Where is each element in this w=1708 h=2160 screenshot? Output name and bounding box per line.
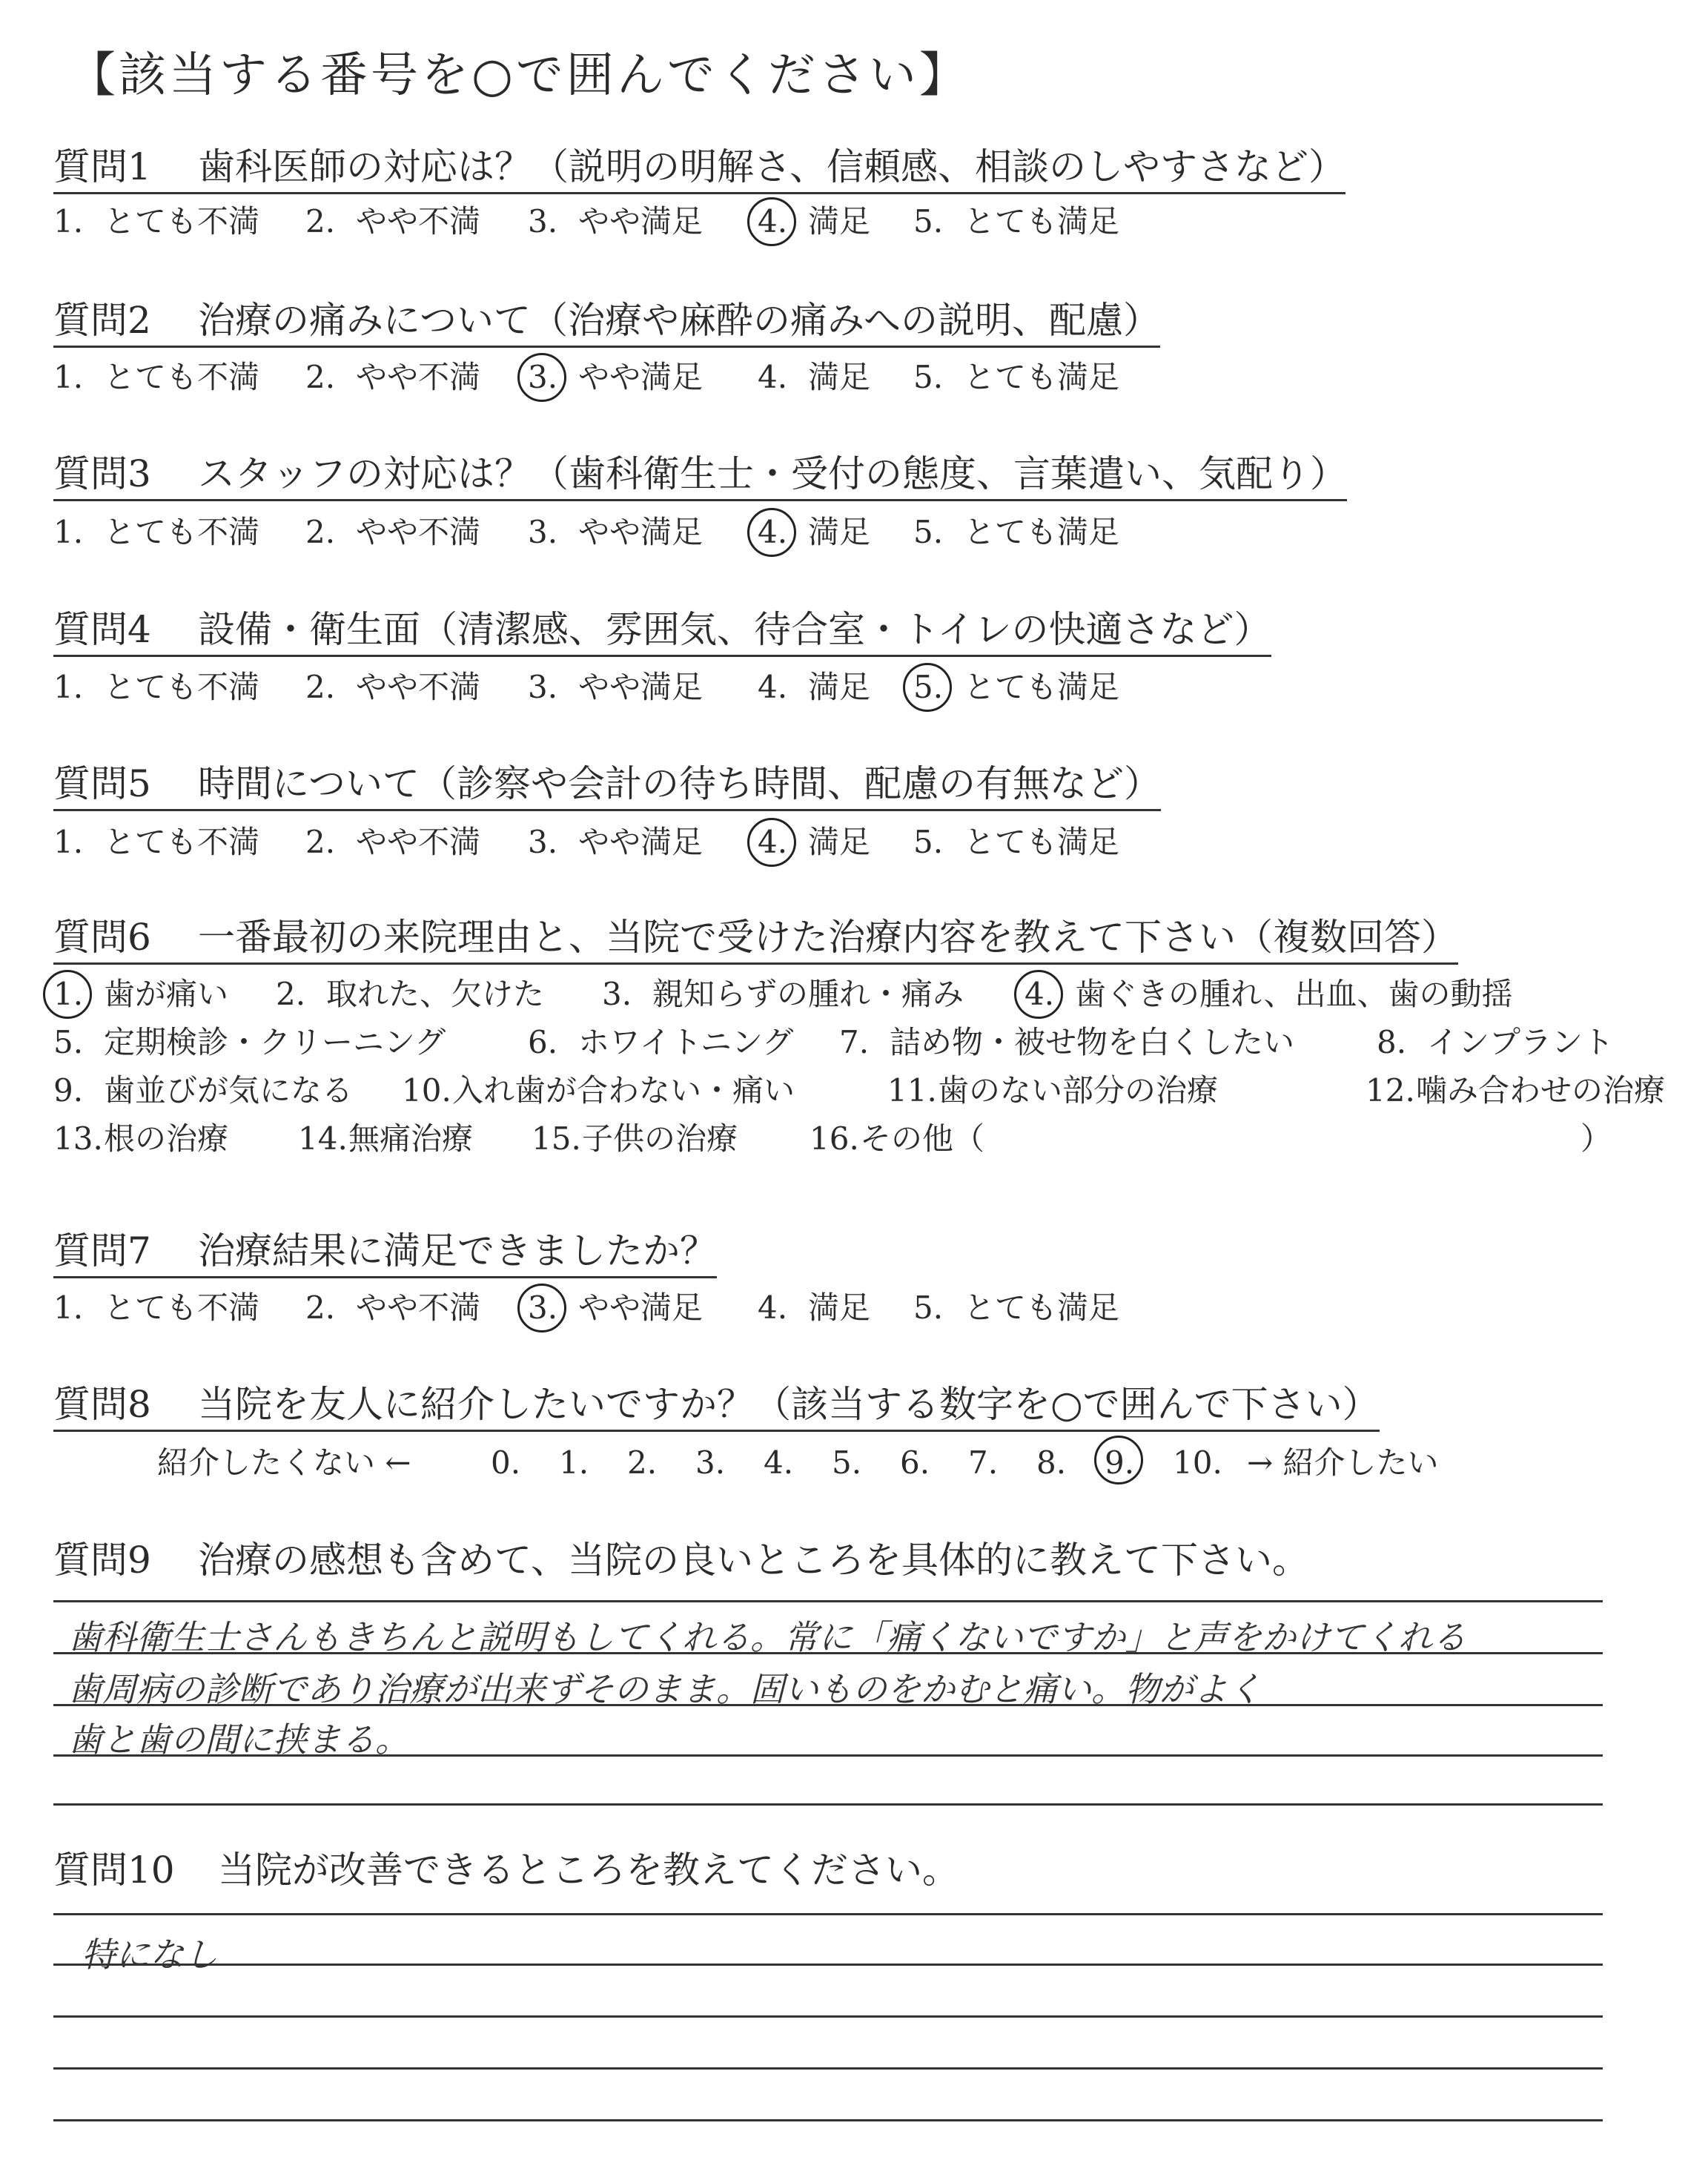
scale-number: 4.: [764, 1444, 794, 1481]
option-3[interactable]: [528, 359, 704, 395]
question-text: 当院を友人に紹介したいですか？（該当する数字を○で囲んで下さい）: [198, 1383, 1380, 1426]
scale-number: 2.: [627, 1444, 658, 1481]
option-3[interactable]: [528, 203, 704, 240]
option-3[interactable]: [528, 1289, 704, 1326]
question-text: 時間について（診察や会計の待ち時間、配慮の有無など）: [198, 762, 1161, 805]
option-number: 3.: [528, 203, 558, 240]
option-9[interactable]: [53, 1072, 354, 1109]
option-2[interactable]: [305, 1289, 481, 1326]
scale-1[interactable]: [559, 1444, 589, 1481]
option-number: 1.: [53, 1289, 84, 1326]
option-number: 1.: [53, 979, 104, 1010]
option-number: 4.: [758, 206, 808, 237]
option-3[interactable]: [528, 824, 704, 860]
option-label: 入れ歯が合わない・痛い: [452, 1072, 795, 1109]
scale-0[interactable]: [491, 1444, 521, 1481]
option-3[interactable]: [528, 514, 704, 550]
question-text: 治療結果に満足できましたか？: [198, 1229, 717, 1272]
option-number: 1.: [53, 203, 84, 240]
scale-3[interactable]: [695, 1444, 726, 1481]
option-1[interactable]: [53, 824, 260, 860]
q10-answer-line-1[interactable]: 特になし: [82, 1935, 218, 1975]
question-text: スタッフの対応は？（歯科衛生士・受付の態度、言葉遣い、気配り）: [198, 452, 1347, 495]
option-label: 歯が痛い: [104, 976, 229, 1012]
option-8[interactable]: [1377, 1024, 1615, 1060]
question-7: [53, 1231, 717, 1278]
q9-answer-line-1[interactable]: 歯科衛生士さんもきちんと説明もしてくれる。常に「痛くないですか」と声をかけてくれる: [68, 1617, 1466, 1657]
option-number: 3.: [528, 514, 558, 550]
option-number: 4.: [1025, 979, 1075, 1010]
option-label: とても不満: [104, 203, 260, 240]
option-4[interactable]: [758, 359, 871, 395]
option-number: 4.: [758, 669, 788, 705]
question-5: [53, 764, 1161, 811]
answer-line: [53, 1754, 1603, 1757]
option-10[interactable]: [402, 1072, 795, 1109]
option-13[interactable]: [53, 1120, 229, 1157]
option-number: 7.: [839, 1024, 870, 1060]
option-label: やや不満: [356, 669, 481, 705]
question-8: [53, 1384, 1380, 1432]
answer-line: [53, 1704, 1603, 1706]
option-label: 親知らずの腫れ・痛み: [652, 976, 964, 1012]
scale-number: 8.: [1036, 1444, 1067, 1481]
question-number: 質問6: [53, 916, 151, 959]
option-label: とても不満: [104, 669, 260, 705]
question-9: [53, 1540, 1309, 1585]
selection-circle: [747, 818, 796, 867]
scale-9[interactable]: [1105, 1444, 1135, 1481]
option-1[interactable]: [53, 203, 260, 240]
option-label: 取れた、欠けた: [326, 976, 545, 1012]
answer-line: [53, 1964, 1603, 1966]
option-label: やや不満: [356, 514, 481, 550]
answer-line: [53, 2067, 1603, 2070]
question-number: 質問9: [53, 1539, 151, 1582]
option-15[interactable]: [532, 1120, 738, 1157]
option-label: やや不満: [356, 203, 481, 240]
option-4[interactable]: [758, 514, 871, 550]
question-10: [53, 1850, 959, 1895]
selection-circle: [747, 508, 796, 557]
question-text: 当院が改善できるところを教えてください。: [218, 1849, 959, 1892]
scale-6[interactable]: [900, 1444, 930, 1481]
option-number: 5.: [913, 514, 944, 550]
question-number: 質問4: [53, 608, 151, 651]
selection-circle: [1094, 1436, 1143, 1484]
option-label: やや満足: [578, 359, 704, 395]
option-label: とても不満: [104, 824, 260, 860]
question-text: 治療の感想も含めて、当院の良いところを具体的に教えて下さい。: [198, 1539, 1309, 1582]
option-number: 3.: [602, 976, 632, 1012]
scale-number: 9.: [1105, 1444, 1134, 1481]
option-number: 2.: [305, 359, 336, 395]
option-5[interactable]: [913, 824, 1120, 860]
option-label: やや満足: [578, 1289, 704, 1326]
option-number: 12.: [1366, 1072, 1415, 1109]
option-2[interactable]: [305, 514, 481, 550]
scale-number: 5.: [832, 1444, 862, 1481]
page-title: 【該当する番号を○で囲んでください】: [68, 48, 970, 103]
option-5[interactable]: [913, 359, 1120, 395]
question-text: 一番最初の来院理由と、当院で受けた治療内容を教えて下さい（複数回答）: [198, 916, 1458, 959]
option-number: 1.: [53, 669, 84, 705]
option-number: 2.: [305, 514, 336, 550]
option-label: 定期検診・クリーニング: [104, 1024, 446, 1060]
option-label: 歯並びが気になる: [104, 1072, 354, 1109]
option-label: やや不満: [356, 359, 481, 395]
option-number: 15.: [532, 1120, 581, 1157]
option-4[interactable]: [758, 203, 871, 240]
option-label: とても不満: [104, 359, 260, 395]
option-number: 2.: [305, 203, 336, 240]
option-7[interactable]: [839, 1024, 1295, 1060]
option-4[interactable]: [1025, 976, 1513, 1012]
option-3[interactable]: [602, 976, 964, 1012]
option-number: 1.: [53, 359, 84, 395]
option-number: 4.: [758, 827, 808, 858]
option-number: 5.: [913, 824, 944, 860]
scale-7[interactable]: [968, 1444, 999, 1481]
option-label: 根の治療: [104, 1120, 229, 1157]
option-number: 14.: [298, 1120, 348, 1157]
question-number: 質問2: [53, 299, 151, 342]
option-label: 噛み合わせの治療: [1416, 1072, 1666, 1109]
option-number: 3.: [528, 362, 578, 393]
question-number: 質問1: [53, 145, 151, 188]
option-label: とても満足: [964, 514, 1120, 550]
question-3: [53, 454, 1347, 501]
option-4[interactable]: [758, 669, 871, 705]
option-5[interactable]: [913, 669, 1120, 705]
option-2[interactable]: [305, 203, 481, 240]
option-number: 6.: [528, 1024, 558, 1060]
option-4[interactable]: [758, 1289, 871, 1326]
answer-line: [53, 2119, 1603, 2121]
option-number: 10.: [402, 1072, 451, 1109]
option-number: 5.: [913, 672, 964, 703]
option-label: やや満足: [578, 203, 704, 240]
q9-answer-line-2[interactable]: 歯周病の診断であり治療が出来ずそのまま。固いものをかむと痛い。物がよく: [68, 1669, 1262, 1709]
question-4: [53, 610, 1271, 657]
option-label: 歯のない部分の治療: [938, 1072, 1219, 1109]
option-label: やや不満: [356, 1289, 481, 1326]
option-label: とても満足: [964, 1289, 1120, 1326]
option-label: とても満足: [964, 824, 1120, 860]
answer-line: [53, 1600, 1603, 1602]
option-label: 満足: [808, 824, 871, 860]
option-label: とても満足: [964, 669, 1120, 705]
question-number: 質問3: [53, 452, 151, 495]
scale-number: 7.: [968, 1444, 999, 1481]
option-label: 満足: [808, 203, 871, 240]
option-label: 満足: [808, 359, 871, 395]
selection-circle: [517, 1284, 566, 1332]
question-2: [53, 300, 1160, 348]
option-3[interactable]: [528, 669, 704, 705]
option-number: 13.: [53, 1120, 103, 1157]
option-12[interactable]: [1366, 1072, 1666, 1109]
scale-8[interactable]: [1036, 1444, 1067, 1481]
scale-left-label: 紹介したくない ←: [157, 1444, 411, 1481]
question-number: 質問7: [53, 1229, 151, 1272]
question-text: 設備・衛生面（清潔感、雰囲気、待合室・トイレの快適さなど）: [198, 608, 1271, 651]
option-number: 2.: [305, 1289, 336, 1326]
option-14[interactable]: [298, 1120, 474, 1157]
scale-10[interactable]: [1173, 1444, 1222, 1481]
option-5[interactable]: [913, 203, 1120, 240]
option-number: 2.: [305, 669, 336, 705]
option-2[interactable]: [305, 824, 481, 860]
option-label: 歯ぐきの腫れ、出血、歯の動揺: [1075, 976, 1513, 1012]
option-number: 2.: [305, 824, 336, 860]
option-6[interactable]: [528, 1024, 794, 1060]
option-number: 5.: [913, 203, 944, 240]
selection-circle: [903, 663, 952, 712]
option-label: インプラント: [1427, 1024, 1615, 1060]
option-number: 3.: [528, 824, 558, 860]
answer-line: [53, 1913, 1603, 1915]
option-label: その他（: [860, 1120, 985, 1157]
option-label: やや満足: [578, 514, 704, 550]
option-5[interactable]: [53, 1024, 446, 1060]
question-number: 質問5: [53, 762, 151, 805]
option-label: ホワイトニング: [578, 1024, 794, 1060]
question-6: [53, 917, 1458, 965]
option-label: 満足: [808, 1289, 871, 1326]
selection-circle: [517, 353, 566, 402]
option-number: 5.: [913, 359, 944, 395]
option-number: 11.: [887, 1072, 937, 1109]
option-number: 9.: [53, 1072, 84, 1109]
scale-4[interactable]: [764, 1444, 794, 1481]
selection-circle: [747, 197, 796, 246]
option-4[interactable]: [758, 824, 871, 860]
option-1[interactable]: [53, 514, 260, 550]
question-number: 質問10: [53, 1849, 175, 1892]
answer-line: [53, 2015, 1603, 2018]
option-label: とても満足: [964, 203, 1120, 240]
option-label: 満足: [808, 669, 871, 705]
q9-answer-line-3[interactable]: 歯と歯の間に挟まる。: [68, 1720, 409, 1760]
selection-circle: [43, 970, 92, 1019]
option-number: 3.: [528, 669, 558, 705]
option-1[interactable]: [53, 669, 260, 705]
option-5[interactable]: [913, 1289, 1120, 1326]
option-2[interactable]: [305, 669, 481, 705]
option-number: 4.: [758, 1289, 788, 1326]
option-label: 詰め物・被せ物を白くしたい: [890, 1024, 1295, 1060]
option-1[interactable]: [53, 976, 229, 1012]
option-5[interactable]: [913, 514, 1120, 550]
scale-number: 1.: [559, 1444, 589, 1481]
option-label: 満足: [808, 514, 871, 550]
option-number: 3.: [528, 1292, 578, 1324]
scale-5[interactable]: [832, 1444, 862, 1481]
option-number: 4.: [758, 517, 808, 548]
option-16[interactable]: [810, 1120, 985, 1157]
scale-number: 10.: [1173, 1444, 1222, 1481]
scale-right-label: → 紹介したい: [1247, 1444, 1439, 1481]
option-2[interactable]: [305, 359, 481, 395]
option-label: やや満足: [578, 824, 704, 860]
option-label: 無痛治療: [348, 1120, 474, 1157]
scale-number: 0.: [491, 1444, 521, 1481]
option-label: とても不満: [104, 514, 260, 550]
selection-circle: [1014, 970, 1063, 1019]
option-number: 5.: [53, 1024, 84, 1060]
question-1: [53, 147, 1345, 194]
option-number: 1.: [53, 824, 84, 860]
option-11[interactable]: [887, 1072, 1219, 1109]
option-label: やや満足: [578, 669, 704, 705]
question-text: 治療の痛みについて（治療や麻酔の痛みへの説明、配慮）: [198, 299, 1160, 342]
question-text: 歯科医師の対応は？（説明の明解さ、信頼感、相談のしやすさなど）: [198, 145, 1345, 188]
scale-2[interactable]: [627, 1444, 658, 1481]
option-number: 1.: [53, 514, 84, 550]
option-label: 子供の治療: [582, 1120, 738, 1157]
question-number: 質問8: [53, 1383, 151, 1426]
option-label: とても不満: [104, 1289, 260, 1326]
option-1[interactable]: [53, 359, 260, 395]
answer-line: [53, 1652, 1603, 1654]
option-number: 5.: [913, 1289, 944, 1326]
option-label: とても満足: [964, 359, 1120, 395]
option-number: 16.: [810, 1120, 859, 1157]
scale-number: 3.: [695, 1444, 726, 1481]
option-2[interactable]: [276, 976, 545, 1012]
option-number: 2.: [276, 976, 306, 1012]
option-number: 8.: [1377, 1024, 1407, 1060]
answer-line: [53, 1803, 1603, 1806]
option-number: 4.: [758, 359, 788, 395]
other-close-paren: ）: [1580, 1120, 1612, 1157]
option-1[interactable]: [53, 1289, 260, 1326]
scale-number: 6.: [900, 1444, 930, 1481]
option-label: やや不満: [356, 824, 481, 860]
